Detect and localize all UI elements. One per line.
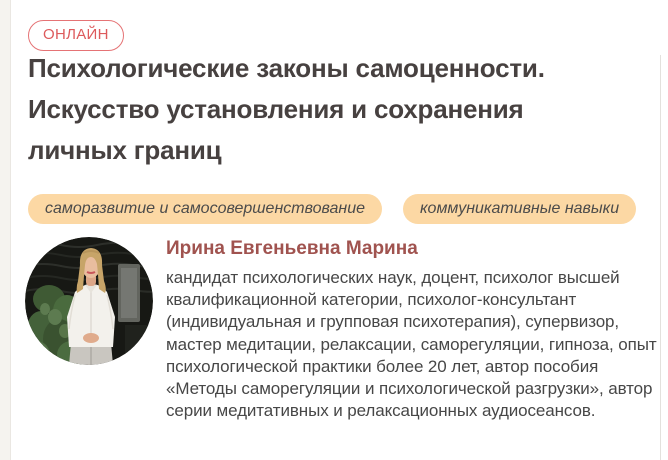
speaker-info <box>166 237 658 422</box>
speaker-bio: кандидат психологических наук, доцент, психолог высшей квалификационной категории, психолог-консультант (индивидуальная и групповая психотерапия), супервизор, мастер медитации, релаксации, саморегуляции, гипноза, опыт психологической практики более 20 лет, автор пособия «Методы саморегуляции и психологической разгрузки», автор серии медитативных и релаксационных аудиосеансов. <box>166 268 657 421</box>
event-title-line: Психологические законы самоценности. <box>28 53 545 83</box>
event-title-line: Искусство установления и сохранения <box>28 94 524 124</box>
speaker-photo-illustration <box>25 237 153 365</box>
tag-communication-skills[interactable]: коммуникативные навыки <box>403 194 636 224</box>
event-title-line: личных границ <box>28 135 222 165</box>
tag-list <box>28 194 636 224</box>
speaker-name[interactable]: Ирина Евгеньевна Марина <box>166 238 418 259</box>
speaker-photo <box>25 237 153 365</box>
speaker-section <box>25 237 658 422</box>
page-gutter <box>0 0 11 460</box>
event-title <box>28 48 628 171</box>
online-status-badge: ОНЛАЙН <box>28 20 124 51</box>
card-right-divider <box>660 55 661 460</box>
tag-self-development[interactable]: саморазвитие и самосовершенствование <box>28 194 382 224</box>
